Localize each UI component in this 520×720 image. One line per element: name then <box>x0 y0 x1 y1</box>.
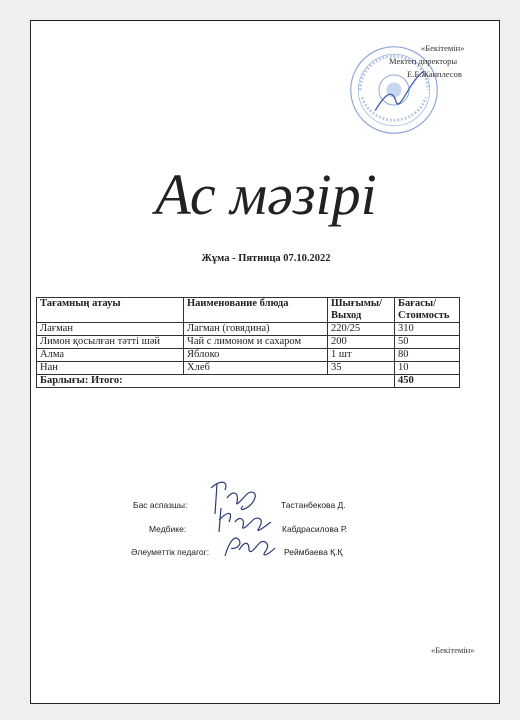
date-subtitle: Жұма - Пятница 07.10.2022 <box>201 253 331 264</box>
menu-document <box>30 20 500 704</box>
approval-position: Мектеп директоры <box>389 56 458 66</box>
cell-price: 50 <box>395 336 460 349</box>
header-cell: Бағасы/ Стоимость <box>395 298 460 323</box>
cell-kk: Алма <box>37 349 184 362</box>
header-cell: Наименование блюда <box>184 298 328 323</box>
cell-price: 10 <box>395 362 460 375</box>
signature-name: Кабдрасилова Р. <box>282 524 348 534</box>
cell-kk: Лағман <box>37 323 184 336</box>
signature-role: Бас аспазшы: <box>133 500 188 510</box>
header-cell: Тағамның атауы <box>37 298 184 323</box>
signature-role: Медбике: <box>149 524 187 534</box>
handwritten-signature-3 <box>221 530 277 560</box>
cell-ru: Лагман (говядина) <box>184 323 328 336</box>
signature-name: Тастанбекова Д. <box>281 500 346 510</box>
cell-ru: Яблоко <box>184 349 328 362</box>
table-row <box>37 362 460 375</box>
footer-approval: «Бекітемін» <box>431 645 475 655</box>
cell-kk: Лимон қосылған тәтті шәй <box>37 336 184 349</box>
table-row <box>37 349 460 362</box>
table-header-row <box>37 298 460 323</box>
cell-output: 220/25 <box>328 323 395 336</box>
total-value: 450 <box>395 375 460 388</box>
approval-heading: «Бекітемін» <box>421 43 465 53</box>
cell-output: 200 <box>328 336 395 349</box>
cell-price: 80 <box>395 349 460 362</box>
table-total-row <box>37 375 460 388</box>
page-title: Ас мәзірі <box>155 162 377 227</box>
menu-table <box>36 297 460 388</box>
cell-output: 35 <box>328 362 395 375</box>
approval-director-name: Е.Б.Жанплесов <box>407 69 462 79</box>
cell-price: 310 <box>395 323 460 336</box>
signature-name: Реймбаева Қ.Қ <box>284 547 343 557</box>
approval-block <box>387 42 465 81</box>
cell-output: 1 шт <box>328 349 395 362</box>
cell-kk: Нан <box>37 362 184 375</box>
signature-role: Әлеуметтік педагог: <box>131 547 210 557</box>
header-cell: Шығымы/ Выход <box>328 298 395 323</box>
cell-ru: Хлеб <box>184 362 328 375</box>
total-label: Барлығы: Итого: <box>37 375 395 388</box>
cell-ru: Чай с лимоном и сахаром <box>184 336 328 349</box>
table-row <box>37 336 460 349</box>
table-row <box>37 323 460 336</box>
